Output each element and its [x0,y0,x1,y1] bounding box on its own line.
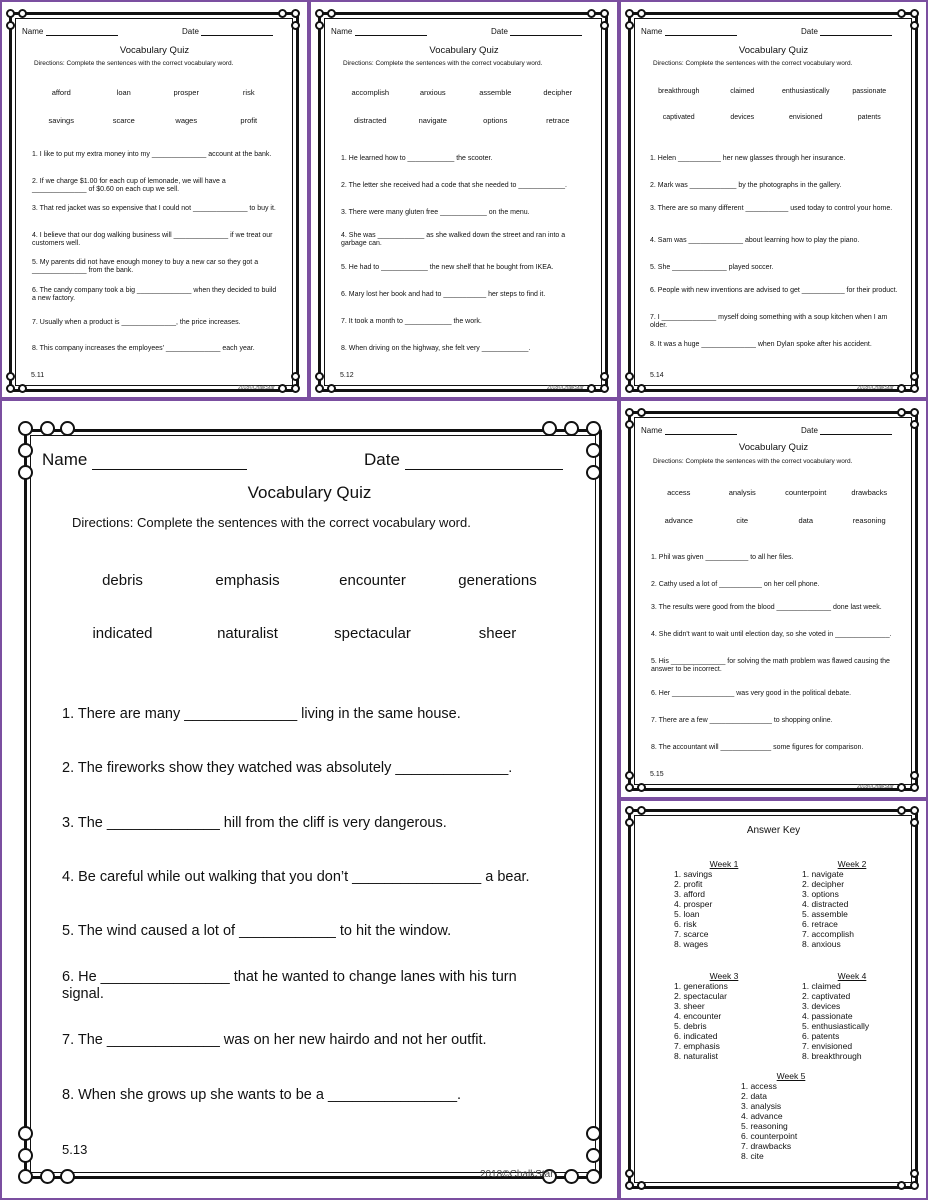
date-field [801,27,892,36]
bank-word: prosper [173,88,199,97]
answer-item: 2. data [741,1090,767,1101]
question: 4. She didn't want to wait until election day, so she voted in ______________. [651,631,892,638]
answer-item: 8. anxious [802,938,841,949]
answer-item: 6. patents [802,1030,840,1041]
answer-item: 8. cite [741,1150,764,1161]
quiz-sheet-5-11 [0,0,309,399]
bank-word: claimed [730,88,755,95]
week-label: Week 3 [709,971,739,981]
bank-word: options [483,116,508,125]
answer-key-title: Answer Key [746,825,801,836]
answer-week-3 [674,972,774,1061]
quiz-sheet-5-12 [309,0,619,399]
quiz-title: Vocabulary Quiz [119,45,190,56]
answer-week-2 [802,860,902,949]
bank-word: reasoning [852,516,886,525]
directions: Directions: Complete the sentences with the correct vocabulary word. [72,515,471,530]
quiz-sheet-5-15 [619,399,928,799]
name-field [42,450,247,470]
bank-word: retrace [546,116,570,125]
date-field [182,27,273,36]
question: 2. The letter she received had a code that she needed to ____________. [341,182,567,189]
bank-word: captivated [662,114,695,121]
question: 1. Helen ___________ her new glasses through her insurance. [650,155,846,162]
bank-word: assemble [479,88,512,97]
answer-item: 1. navigate [802,868,844,879]
bank-word: distracted [353,116,387,125]
question: 3. The ______________ hill from the cliff is very dangerous. [62,815,447,831]
question: 6. Her ________________ was very good in the political debate. [651,690,852,697]
bank-word: breakthrough [658,88,700,95]
bank-word: enthusiastically [782,88,830,95]
week-label: Week 4 [837,971,867,981]
bank-word: envisioned [789,114,823,121]
question: 7. The ______________ was on her new hairdo and not her outfit. [62,1032,487,1048]
bank-word: scarce [112,116,135,125]
answer-item: 7. envisioned [802,1040,853,1051]
answer-key-sheet [619,799,928,1200]
question: 8. This company increases the employees' ______________ each year. [32,345,255,352]
bank-word: data [798,516,814,525]
copyright: 2018©ChalkStar [857,385,894,391]
word-bank [647,488,901,525]
answer-item: 5. enthusiastically [802,1020,870,1031]
name-field [22,27,118,36]
page-number: 5.11 [31,372,45,379]
question: 1. Phil was given ___________ to all her files. [651,554,794,561]
question: 6. Mary lost her book and had to ___________ her steps to find it. [341,291,546,298]
answer-item: 2. spectacular [674,990,727,1001]
answer-item: 1. claimed [802,980,841,991]
date-label: Date [801,426,818,435]
question: 8. It was a huge ______________ when Dylan spoke after his accident. [650,341,872,348]
answer-item: 6. risk [674,918,697,929]
answer-item: 2. decipher [802,878,845,889]
directions: Directions: Complete the sentences with the correct vocabulary word. [653,458,853,465]
bank-word: counterpoint [785,488,827,497]
directions: Directions: Complete the sentences with the correct vocabulary word. [653,60,853,67]
answer-item: 3. devices [802,1000,841,1011]
answer-item: 6. indicated [674,1030,718,1041]
question: 7. Usually when a product is ______________, the price increases. [32,319,241,326]
quiz-title: Vocabulary Quiz [738,442,809,453]
directions: Directions: Complete the sentences with the correct vocabulary word. [34,60,234,67]
name-label: Name [641,27,663,36]
answer-item: 5. reasoning [741,1120,788,1131]
bank-word: wages [175,116,198,125]
bank-word: spectacular [334,625,411,642]
question: 6. He ________________ that he wanted to change lanes with his turn signal. [62,969,517,1002]
question: 2. The fireworks show they watched was absolutely ______________. [62,760,513,776]
question: 3. That red jacket was so expensive that I could not ______________ to buy it. [32,205,276,212]
question: 4. I believe that our dog walking business will ______________ if we treat our customers well. [32,232,273,248]
name-field [641,426,737,435]
question: 8. When she grows up she wants to be a ________________. [62,1087,462,1103]
bank-word: profit [240,116,258,125]
answer-week-1 [674,860,774,949]
quiz-title: Vocabulary Quiz [738,45,809,56]
answer-item: 5. loan [674,908,700,919]
answer-item: 2. profit [674,878,703,889]
word-bank [339,88,589,125]
answer-item: 3. options [802,888,839,899]
answer-item: 8. breakthrough [802,1050,862,1061]
week-label: Week 5 [776,1071,806,1081]
bank-word: drawbacks [851,488,888,497]
bank-word: accomplish [351,88,389,97]
answer-item: 3. afford [674,888,706,899]
bank-word: loan [116,88,131,97]
answer-item: 7. scarce [674,928,709,939]
answer-item: 1. savings [674,868,713,879]
question: 5. He had to ____________ the new shelf that he bought from IKEA. [341,264,554,271]
bank-word: navigate [418,116,447,125]
answer-week-5 [741,1072,841,1161]
question: 5. The wind caused a lot of ____________ to hit the window. [62,923,452,939]
question: 1. There are many ______________ living in the same house. [62,706,461,722]
answer-item: 3. analysis [741,1100,782,1111]
quiz-title: Vocabulary Quiz [247,483,372,502]
quiz-sheet-5-14 [619,0,928,399]
question: 7. There are a few ________________ to shopping online. [651,717,833,724]
name-label: Name [22,27,44,36]
question: 2. Cathy used a lot of ___________ on her cell phone. [651,581,820,588]
question: 7. It took a month to ____________ the work. [341,318,482,325]
page-number: 5.15 [650,771,664,778]
bank-word: debris [102,572,143,589]
copyright: 2018©ChalkStar [547,385,584,391]
week-label: Week 2 [837,859,867,869]
answer-item: 8. naturalist [674,1050,718,1061]
answer-item: 7. accomplish [802,928,854,939]
date-label: Date [182,27,199,36]
answer-item: 2. captivated [802,990,851,1001]
bank-word: analysis [728,488,756,497]
bank-word: encounter [339,572,406,589]
date-label: Date [491,27,508,36]
bank-word: decipher [543,88,573,97]
name-label: Name [641,426,663,435]
word-bank [60,572,560,642]
bank-word: savings [48,116,74,125]
bank-word: access [667,488,691,497]
bank-word: sheer [478,625,517,642]
question: 2. Mark was ____________ by the photographs in the gallery. [650,182,842,189]
name-field [331,27,427,36]
bank-word: naturalist [217,625,278,642]
answer-item: 4. advance [741,1110,783,1121]
quiz-title: Vocabulary Quiz [429,45,499,56]
answer-item: 8. wages [674,938,709,949]
page-number: 5.14 [650,372,664,379]
directions: Directions: Complete the sentences with the correct vocabulary word. [343,60,543,67]
copyright: 2018©ChalkStar [857,784,894,790]
question: 8. The accountant will _____________ some figures for comparison. [651,744,864,751]
bank-word: indicated [92,625,153,642]
quiz-sheet-5-13 [0,399,619,1200]
question: 4. Be careful while out walking that you don’t ________________ a bear. [62,869,530,885]
answer-item: 7. emphasis [674,1040,720,1051]
answer-week-4 [802,972,902,1061]
date-label: Date [364,450,400,469]
name-field [641,27,737,36]
answer-item: 1. access [741,1080,777,1091]
bank-word: advance [664,516,693,525]
name-label: Name [42,450,88,469]
page-number: 5.13 [62,1142,88,1157]
question: 1. I like to put my extra money into my ______________ account at the bank. [32,151,272,158]
bank-word: generations [458,572,537,589]
bank-word: patents [857,114,881,121]
page-number: 5.12 [340,372,354,379]
word-bank [30,88,280,125]
question: 5. She ______________ played soccer. [650,264,774,271]
question: 2. If we charge $1.00 for each cup of lemonade, we will have a ______________ of $0.60 on each cup we sell. [32,178,226,194]
question: 5. My parents did not have enough money to buy a new car so they got a ______________ from the bank. [32,259,259,275]
word-bank [647,88,901,121]
date-field [491,27,582,36]
question: 1. He learned how to ____________ the scooter. [341,155,493,162]
answer-item: 4. distracted [802,898,849,909]
question: 3. There are so many different ___________ used today to control your home. [650,205,893,212]
question: 7. I ______________ myself doing something with a soup kitchen when I am older. [650,314,888,330]
week-label: Week 1 [709,859,739,869]
bank-word: risk [242,88,255,97]
answer-item: 3. sheer [674,1000,705,1011]
bank-word: emphasis [215,572,280,589]
copyright: 2018©ChalkStar [238,385,275,391]
name-label: Name [331,27,353,36]
bank-word: anxious [419,88,446,97]
bank-word: cite [736,516,749,525]
date-field [801,426,892,435]
question: 4. She was ____________ as she walked down the street and ran into a garbage can. [341,232,566,248]
answer-item: 4. encounter [674,1010,722,1021]
question: 6. People with new inventions are advised to get ___________ for their product. [650,287,898,294]
question: 6. The candy company took a big ______________ when they decided to build a new factory. [32,287,277,303]
answer-item: 6. retrace [802,918,838,929]
answer-item: 4. prosper [674,898,713,909]
date-label: Date [801,27,818,36]
question: 3. There were many gluten free ____________ on the menu. [341,209,530,216]
copyright: 2018©ChalkStar [480,1169,554,1180]
answer-item: 7. drawbacks [741,1140,792,1151]
question: 8. When driving on the highway, she felt very ____________. [341,345,531,352]
question: 3. The results were good from the blood ______________ done last week. [651,604,882,611]
bank-word: passionate [852,88,887,95]
date-field [364,450,563,470]
answer-item: 6. counterpoint [741,1130,798,1141]
answer-item: 5. assemble [802,908,848,919]
answer-item: 5. debris [674,1020,707,1031]
bank-word: afford [51,88,71,97]
question: 4. Sam was ______________ about learning how to play the piano. [650,237,860,244]
question: 5. His ______________ for solving the math problem was flawed causing the answer to be incorrect. [651,658,890,674]
answer-item: 1. generations [674,980,728,991]
bank-word: devices [730,114,755,121]
answer-item: 4. passionate [802,1010,853,1021]
